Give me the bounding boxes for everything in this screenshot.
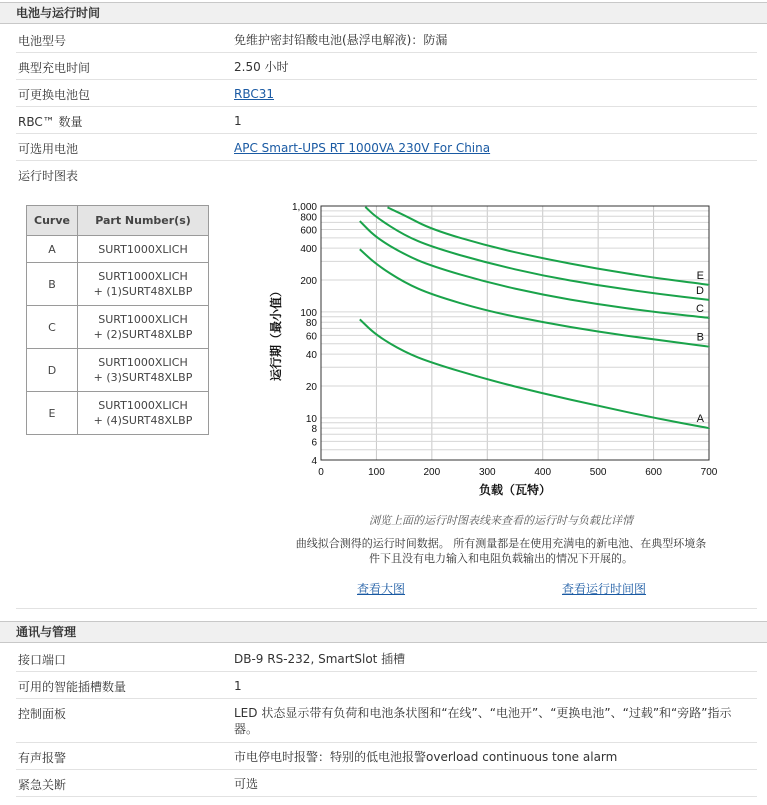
series-label-d: D bbox=[696, 284, 704, 297]
spec-row-replacement-battery bbox=[16, 80, 757, 107]
spec-label: RBC™ 数量 bbox=[18, 115, 83, 129]
legend-curve-letter: E bbox=[27, 392, 78, 435]
spec-row-interface-port bbox=[16, 645, 757, 672]
spec-label: 电池型号 bbox=[18, 34, 67, 48]
spec-value: LED 状态显示带有负荷和电池条状图和“在线”、“电池开”、“更换电池”、“过载”和“旁路”指示器。 bbox=[234, 706, 732, 736]
legend-part-number bbox=[78, 236, 209, 263]
legend-part-number bbox=[78, 263, 209, 306]
legend-part-line: + (2)SURT48XLBP bbox=[93, 328, 193, 341]
spec-label: 有声报警 bbox=[18, 751, 67, 765]
y-tick-label: 80 bbox=[305, 318, 317, 330]
spec-row-audible-alarm bbox=[16, 743, 757, 770]
spec-label: 典型充电时间 bbox=[18, 61, 91, 75]
legend-part-line: SURT1000XLICH bbox=[98, 242, 188, 256]
y-axis-title: 运行期（最小值） bbox=[269, 284, 283, 382]
spec-value: 1 bbox=[234, 114, 242, 128]
spec-value: 可选 bbox=[234, 777, 259, 791]
legend-part-line: SURT1000XLICH bbox=[98, 399, 188, 412]
chart-description bbox=[266, 536, 736, 566]
spec-label: 运行时图表 bbox=[18, 169, 79, 183]
x-tick-label: 300 bbox=[478, 467, 496, 478]
spec-value: 1 bbox=[234, 679, 242, 693]
spec-value: 2.50 小时 bbox=[234, 60, 289, 74]
curve-legend-table bbox=[26, 205, 209, 435]
runtime-chart-svg bbox=[266, 196, 726, 506]
y-tick-label: 200 bbox=[300, 276, 317, 288]
legend-part-line: SURT1000XLICH bbox=[98, 270, 188, 283]
spec-label: 紧急关断 bbox=[18, 778, 67, 792]
legend-part-line: + (3)SURT48XLBP bbox=[93, 371, 193, 384]
legend-row bbox=[27, 349, 209, 392]
spec-row-smartslot-count bbox=[16, 672, 757, 699]
legend-curve-letter: B bbox=[27, 263, 78, 306]
series-label-e: E bbox=[696, 269, 704, 282]
y-tick-label: 10 bbox=[305, 413, 317, 425]
x-tick-label: 700 bbox=[700, 467, 718, 478]
legend-row bbox=[27, 306, 209, 349]
spec-label: 可更换电池包 bbox=[18, 88, 91, 102]
y-tick-label: 20 bbox=[305, 381, 317, 393]
section-header-battery-runtime: 电池与运行时间 bbox=[0, 2, 767, 24]
spec-label: 可用的智能插槽数量 bbox=[18, 680, 127, 694]
optional-battery-link[interactable]: APC Smart-UPS RT 1000VA 230V For China bbox=[234, 141, 491, 155]
rbc31-link[interactable]: RBC31 bbox=[234, 87, 275, 101]
y-tick-label: 8 bbox=[311, 424, 317, 436]
spec-label: 可选用电池 bbox=[18, 142, 79, 156]
spec-value: DB-9 RS-232, SmartSlot 插槽 bbox=[234, 652, 406, 666]
legend-part-line: + (4)SURT48XLBP bbox=[93, 414, 193, 427]
y-tick-label: 6 bbox=[311, 437, 317, 449]
view-large-chart-link[interactable]: 查看大图 bbox=[357, 582, 406, 596]
legend-curve-letter: D bbox=[27, 349, 78, 392]
spec-row-emergency-power-off bbox=[16, 770, 757, 797]
spec-value bbox=[234, 140, 754, 156]
legend-curve-letter: C bbox=[27, 306, 78, 349]
x-tick-label: 600 bbox=[645, 467, 662, 478]
legend-header-curve: Curve bbox=[27, 206, 78, 236]
spec-label: 控制面板 bbox=[18, 707, 67, 721]
chart-caption: 浏览上面的运行时图表线来查看的运行时与负载比详情 bbox=[369, 514, 633, 527]
y-tick-label: 40 bbox=[305, 350, 317, 362]
spec-row-battery-type bbox=[16, 26, 757, 53]
y-tick-label: 800 bbox=[300, 212, 317, 224]
series-label-b: B bbox=[696, 331, 704, 344]
spec-label: 接口端口 bbox=[18, 653, 67, 667]
legend-part-line: SURT1000XLICH bbox=[98, 356, 188, 369]
y-tick-label: 100 bbox=[300, 307, 317, 319]
spec-value: 市电停电时报警：特别的低电池报警overload continuous tone alarm bbox=[234, 750, 618, 764]
spec-row-optional-battery bbox=[16, 134, 757, 161]
x-tick-label: 0 bbox=[318, 467, 324, 478]
chart-description-line: 件下且没有电力输入和电阻负载输出的情况下开展的。 bbox=[369, 552, 633, 565]
x-tick-label: 200 bbox=[423, 467, 441, 478]
spec-row-control-panel bbox=[16, 699, 757, 743]
legend-part-number bbox=[78, 392, 209, 435]
y-tick-label: 60 bbox=[305, 331, 317, 343]
y-tick-label: 400 bbox=[300, 244, 317, 256]
x-tick-label: 400 bbox=[534, 467, 552, 478]
legend-curve-letter: A bbox=[27, 236, 78, 263]
spec-row-rbc-quantity bbox=[16, 107, 757, 134]
spec-value: 免维护密封铅酸电池(悬浮电解液)：防漏 bbox=[234, 33, 448, 47]
legend-row bbox=[27, 263, 209, 306]
legend-part-number bbox=[78, 306, 209, 349]
view-runtime-chart-link[interactable]: 查看运行时间图 bbox=[562, 582, 647, 596]
spec-value bbox=[234, 86, 754, 102]
legend-part-line: + (1)SURT48XLBP bbox=[93, 285, 193, 298]
legend-row bbox=[27, 392, 209, 435]
legend-part-number bbox=[78, 349, 209, 392]
chart-description-line: 曲线拟合测得的运行时间数据。 所有测量都是在使用充满电的新电池、在典型环境条 bbox=[295, 537, 707, 550]
series-label-a: A bbox=[696, 413, 704, 426]
x-tick-label: 500 bbox=[589, 467, 607, 478]
runtime-chart bbox=[266, 196, 726, 506]
y-tick-label: 1,000 bbox=[291, 202, 317, 213]
x-tick-label: 100 bbox=[368, 467, 385, 478]
plot-area bbox=[321, 206, 709, 460]
y-tick-label: 4 bbox=[311, 456, 317, 467]
section-header-communications: 通讯与管理 bbox=[0, 621, 767, 643]
y-tick-label: 600 bbox=[300, 225, 317, 237]
x-axis-title: 负载（瓦特） bbox=[478, 483, 552, 497]
spec-row-recharge-time bbox=[16, 53, 757, 80]
series-label-c: C bbox=[696, 302, 704, 315]
legend-part-line: SURT1000XLICH bbox=[98, 313, 188, 326]
legend-row bbox=[27, 236, 209, 263]
legend-header-part: Part Number(s) bbox=[78, 206, 209, 236]
